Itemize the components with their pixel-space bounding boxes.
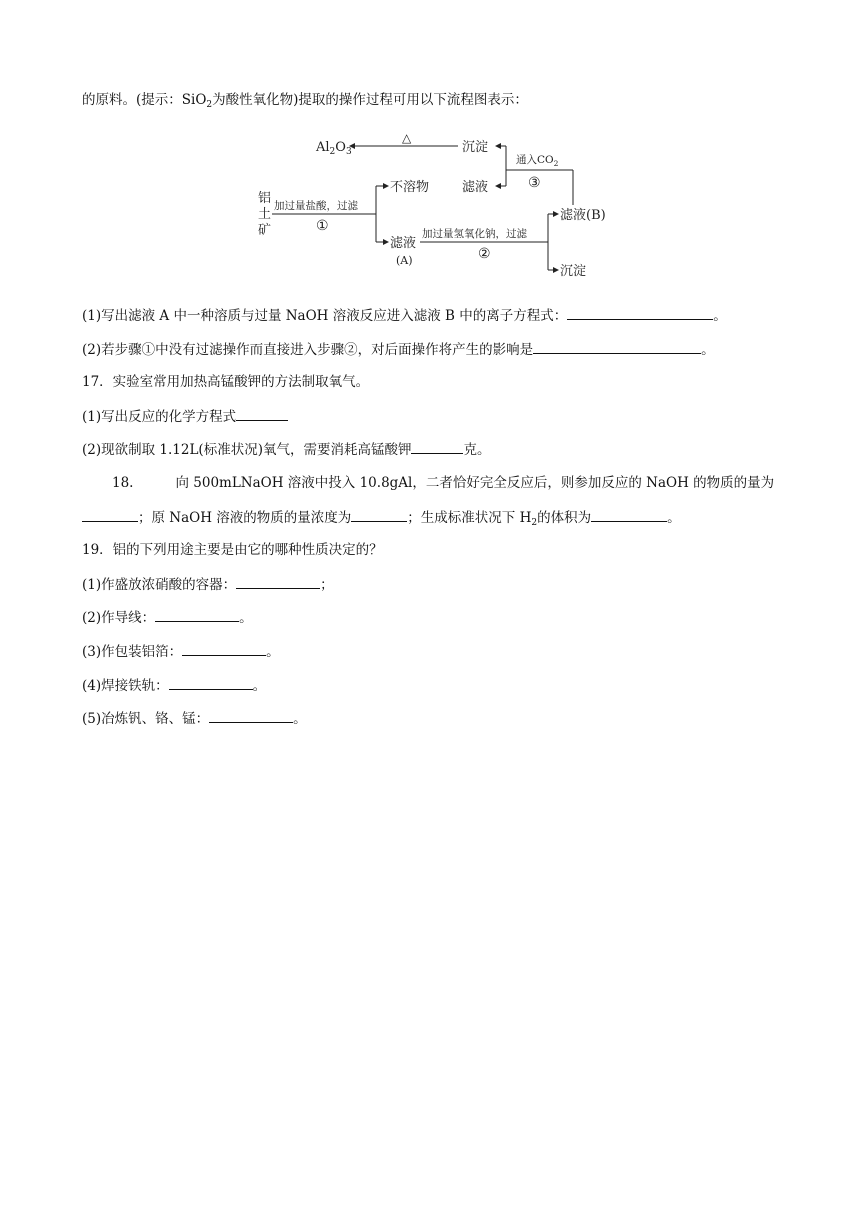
q17-stem: 17．实验室常用加热高锰酸钾的方法制取氧气。 <box>82 374 370 390</box>
precipitate-top-label: 沉淀 <box>462 140 489 155</box>
q19-item-2-blank[interactable] <box>155 607 239 622</box>
heat-symbol: △ <box>402 132 412 145</box>
q19-item-4 <box>82 675 266 696</box>
q19-item-4-label: (4)焊接铁轨： <box>82 678 169 694</box>
q19-item-2-end: 。 <box>239 610 253 626</box>
flow-chart <box>250 132 630 282</box>
intro-line <box>82 90 528 110</box>
ore-char-3: 矿 <box>258 223 272 238</box>
q18-text-c: 的体积为 <box>537 510 592 526</box>
insoluble-label: 不溶物 <box>390 180 430 195</box>
q19-item-3 <box>82 641 280 662</box>
q19-item-3-blank[interactable] <box>182 641 266 656</box>
q18-line1 <box>112 473 774 493</box>
step2-num: ② <box>478 246 491 262</box>
filtrate-a-label: 滤液 <box>390 236 417 251</box>
step2-label: 加过量氢氧化钠，过滤 <box>422 228 527 240</box>
q18-line2 <box>82 507 681 528</box>
q18-sub: 2 <box>531 518 538 528</box>
q18-stem: 向 500mLNaOH 溶液中投入 10.8gAl，二者恰好完全反应后，则参加反应的 NaOH 的物质的量为 <box>175 475 775 491</box>
q19-item-5-label: (5)冶炼钒、铬、锰： <box>82 711 210 727</box>
q19-item-4-end: 。 <box>252 678 267 694</box>
q18-blank-2[interactable] <box>351 507 407 522</box>
q19-item-5-end: 。 <box>293 711 307 727</box>
q19-item-5-blank[interactable] <box>209 708 293 723</box>
q17-part1-text: (1)写出反应的化学方程式 <box>82 409 237 425</box>
step3-label: 通入$CO_2$ <box>516 154 559 168</box>
q19-item-2 <box>82 607 253 628</box>
q19-item-1-label: (1)作盛放浓硝酸的容器： <box>82 577 237 593</box>
q18-blank-1[interactable] <box>82 507 138 522</box>
q19-item-3-end: 。 <box>266 644 280 660</box>
filtrate-a-tag: (A) <box>396 254 413 267</box>
q19-item-1-blank[interactable] <box>236 574 320 589</box>
step1-label: 加过量盐酸，过滤 <box>274 200 358 212</box>
q19-item-4-blank[interactable] <box>169 675 253 690</box>
q17-part2-text: (2)现欲制取 1.12L(标准状况)氧气，需要消耗高锰酸钾 <box>82 442 412 458</box>
q16-part2 <box>82 339 715 360</box>
step3-num: ③ <box>528 175 541 191</box>
q18-text-b: ；生成标准状况下 H <box>407 510 532 526</box>
intro-pre: 的原料。(提示：SiO <box>82 92 207 108</box>
q16-part1 <box>82 305 727 326</box>
intro-sub: 2 <box>206 100 213 110</box>
q16-part1-end: 。 <box>713 308 727 324</box>
q18-end: 。 <box>667 510 681 526</box>
q17-part2-end: 克。 <box>463 442 491 458</box>
filtrate-top-label: 滤液 <box>462 180 489 195</box>
ore-char-1: 铝 <box>258 191 272 206</box>
q17-part1 <box>82 406 288 427</box>
alumina-label: $Al_2O_3$ <box>316 140 352 157</box>
q16-part2-blank[interactable] <box>533 339 701 354</box>
q17-part1-blank[interactable] <box>236 406 288 421</box>
q19-stem: 19．铝的下列用途主要是由它的哪种性质决定的？ <box>82 542 383 558</box>
q19-item-1-end: ； <box>320 577 334 593</box>
precipitate-bottom-label: 沉淀 <box>560 264 587 279</box>
q17-part2-blank[interactable] <box>411 439 463 454</box>
q19-item-2-label: (2)作导线： <box>82 610 156 626</box>
q16-part2-text: (2)若步骤①中没有过滤操作而直接进入步骤②，对后面操作将产生的影响是 <box>82 342 534 358</box>
ore-char-2: 土 <box>258 207 272 222</box>
q18-blank-3[interactable] <box>591 507 667 522</box>
q18-num: 18. <box>112 475 134 491</box>
q19-item-3-label: (3)作包装铝箔： <box>82 644 183 660</box>
q17-part2 <box>82 439 490 460</box>
filtrate-b-label: 滤液(B) <box>560 208 606 223</box>
q16-part2-end: 。 <box>701 342 715 358</box>
q19-item-1 <box>82 574 334 595</box>
intro-post: 为酸性氧化物)提取的操作过程可用以下流程图表示： <box>212 92 528 108</box>
q19-item-5 <box>82 708 307 729</box>
step1-num: ① <box>316 218 329 234</box>
q16-part1-blank[interactable] <box>567 305 713 320</box>
q18-text-a: ；原 NaOH 溶液的物质的量浓度为 <box>138 510 352 526</box>
q16-part1-text: (1)写出滤液 A 中一种溶质与过量 NaOH 溶液反应进入滤液 B 中的离子方程式： <box>82 308 568 324</box>
